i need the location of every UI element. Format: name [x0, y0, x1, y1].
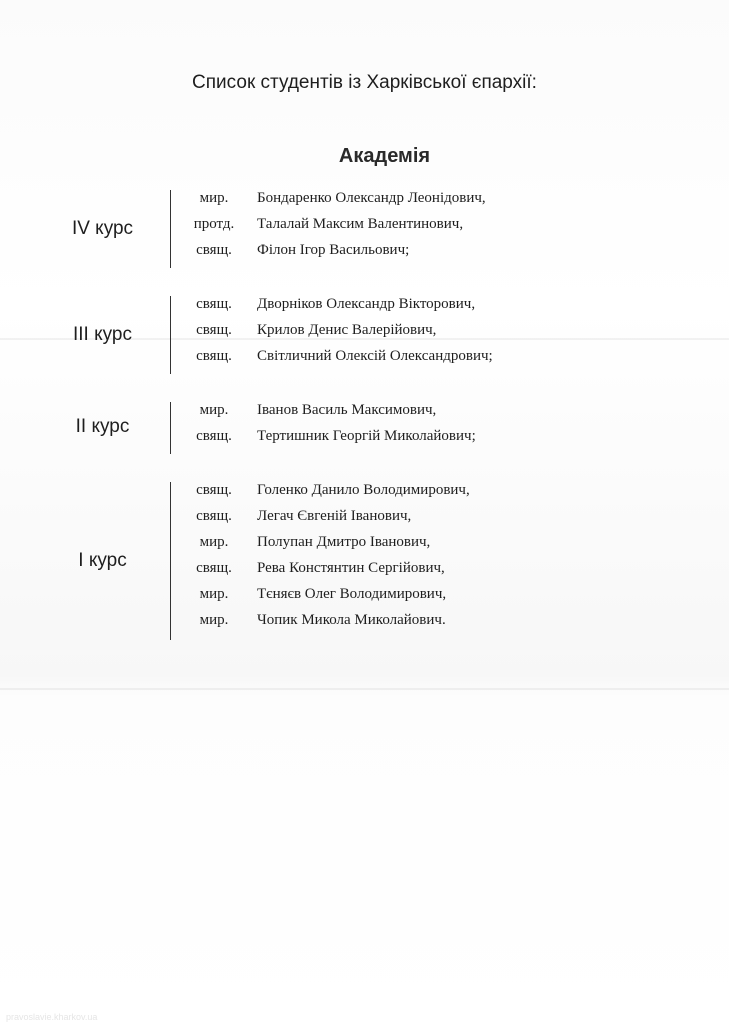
student-row [0, 428, 729, 454]
student-name: Дворніков Олександр Вікторович, [257, 296, 476, 312]
course-label: III курс [73, 324, 132, 345]
paper-fold-line [0, 688, 729, 690]
course-label: IV курс [71, 218, 134, 239]
student-row [0, 402, 729, 428]
student-rank: мир. [199, 190, 229, 206]
student-row [0, 348, 729, 374]
student-rank: мир. [199, 402, 229, 418]
student-name: Голенко Данило Володимирович, [257, 482, 470, 498]
student-name: Рева Констянтин Сергійович, [257, 560, 445, 576]
source-watermark: pravoslaviе.kharkov.ua [6, 1012, 98, 1022]
student-row [0, 560, 729, 586]
student-name: Світличний Олексій Олександрович; [257, 348, 493, 364]
student-name: Бондаренко Олександр Леонідович, [257, 190, 486, 206]
student-name: Тєняєв Олег Володимирович, [257, 586, 447, 602]
student-rank: мир. [199, 612, 229, 628]
student-row [0, 296, 729, 322]
section-heading: Академія [338, 145, 431, 167]
student-row [0, 612, 729, 638]
student-name: Талалай Максим Валентинович, [257, 216, 464, 232]
student-rank: протд. [193, 216, 235, 232]
student-rank: свящ. [196, 348, 232, 364]
student-row [0, 242, 729, 268]
student-rank: мир. [199, 586, 229, 602]
student-row [0, 586, 729, 612]
student-name: Крилов Денис Валерійович, [257, 322, 437, 338]
student-row [0, 322, 729, 348]
student-row [0, 482, 729, 508]
student-name: Тертишник Георгій Миколайович; [257, 428, 476, 444]
course-label: I курс [78, 550, 127, 571]
student-row [0, 508, 729, 534]
student-rank: свящ. [196, 428, 232, 444]
student-rank: мир. [199, 534, 229, 550]
student-name: Іванов Василь Максимович, [257, 402, 437, 418]
student-rank: свящ. [196, 296, 232, 312]
student-name: Чопик Микола Миколайович. [257, 612, 446, 628]
student-row [0, 534, 729, 560]
student-rank: свящ. [196, 242, 232, 258]
student-name: Легач Євгеній Іванович, [257, 508, 412, 524]
course-label: II курс [75, 416, 130, 437]
student-name: Філон Ігор Васильович; [257, 242, 410, 258]
student-name: Полупан Дмитро Іванович, [257, 534, 431, 550]
student-rank: свящ. [196, 508, 232, 524]
document-title: Список студентів із Харківської єпархії: [192, 72, 537, 93]
student-rank: свящ. [196, 322, 232, 338]
student-row [0, 190, 729, 216]
student-row [0, 216, 729, 242]
student-rank: свящ. [196, 560, 232, 576]
student-rank: свящ. [196, 482, 232, 498]
